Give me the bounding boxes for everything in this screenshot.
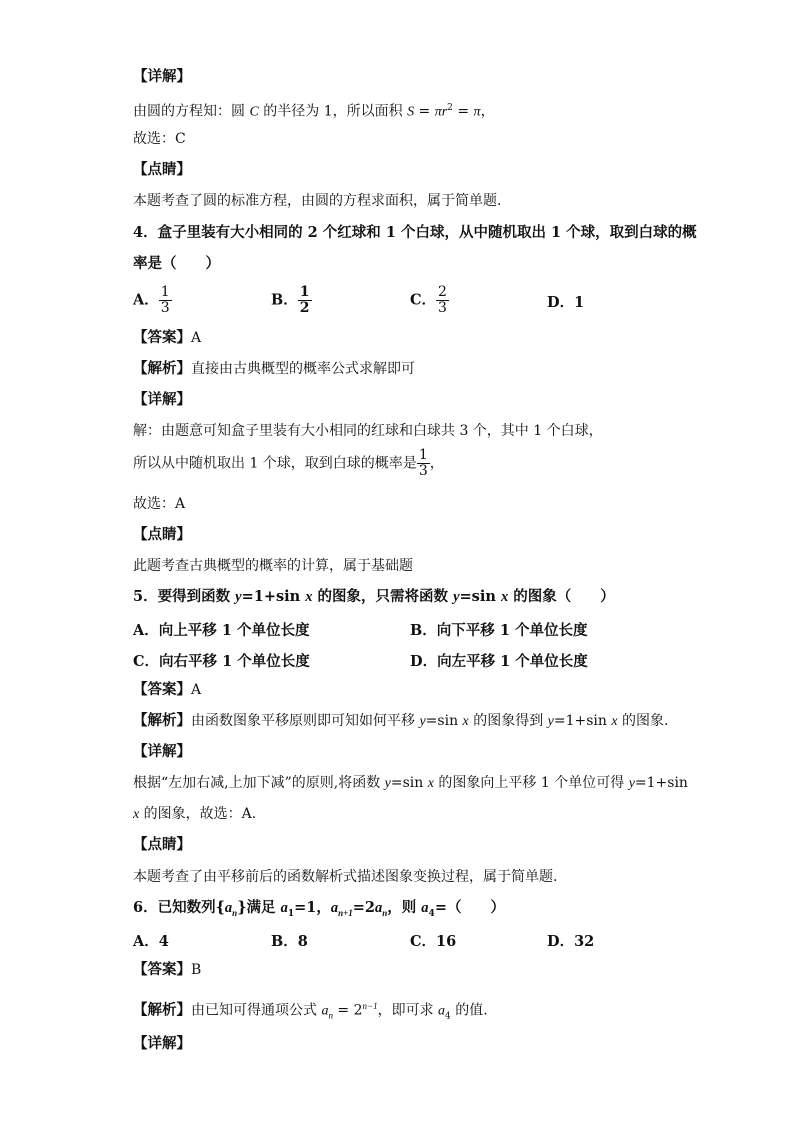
q6-detail-heading: 【详解】 <box>133 1035 191 1052</box>
q6-option-c: C．16 <box>410 933 457 950</box>
q5-detail-heading: 【详解】 <box>133 743 191 760</box>
q5-analysis: 【解析】由函数图象平移原则即可知如何平移 y=sin x 的图象得到 y=1+sin x 的图象. <box>133 712 669 729</box>
q5-option-b: B．向下平移 1 个单位长度 <box>410 622 588 639</box>
q6-option-a: A．4 <box>133 933 169 950</box>
q4-choose: 故选：A <box>133 496 186 512</box>
q6-answer: 【答案】B <box>133 961 202 978</box>
q5-option-c: C．向右平移 1 个单位长度 <box>133 653 310 670</box>
q5-comment: 本题考查了由平移前后的函数解析式描述图象变换过程，属于简单题. <box>133 869 558 885</box>
q6-option-b: B．8 <box>271 933 308 950</box>
q5-option-d: D．向左平移 1 个单位长度 <box>410 653 588 670</box>
q6-analysis: 【解析】由已知可得通项公式 $a_n = 2^{n-1}$，即可求 $a_4$ 的值. <box>133 1001 488 1022</box>
q4-answer: 【答案】A <box>133 329 202 346</box>
q4-comment: 此题考查古典概型的概率的计算，属于基础题 <box>133 558 413 574</box>
q4-option-b: B． $\frac{1}{2}$ <box>271 284 310 316</box>
q4-stem-line1: 4．盒子里装有大小相同的 2 个红球和 1 个白球，从中随机取出 1 个球，取到白球的概 <box>133 224 697 241</box>
q4-option-a: A． $\frac{1}{3}$ <box>133 284 170 316</box>
q3-choose: 故选：C <box>133 131 186 147</box>
q5-stem: 5．要得到函数 y=1+sin x 的图象，只需将函数 y=sin x 的图象（ ） <box>133 588 615 605</box>
q5-option-a: A．向上平移 1 个单位长度 <box>133 622 310 639</box>
q4-stem-line2: 率是（ ） <box>133 255 220 272</box>
q3-comment: 本题考查了圆的标准方程，由圆的方程求面积，属于简单题. <box>133 193 502 209</box>
q4-detail-line2: 所以从中随机取出 1 个球，取到白球的概率是 $\frac{1}{3}$ ， <box>133 447 444 479</box>
q4-analysis: 【解析】直接由古典概型的概率公式求解即可 <box>133 360 415 377</box>
q4-detail-line1: 解：由题意可知盒子里装有大小相同的红球和白球共 3 个，其中 1 个白球， <box>133 423 603 439</box>
q6-stem: 6．已知数列$\{a_n\}$满足 $a_1=1$，$a_{n+1}=2a_n$，则 $a_4=$（ ） <box>133 899 505 919</box>
q5-detail-line1: 根据“左加右减,上加下减”的原则,将函数 y=sin x 的图象向上平移 1 个单位可得 y=1+sin <box>133 775 688 791</box>
detail-heading: 【详解】 <box>133 68 191 85</box>
q5-detail-line2: x 的图象，故选：A. <box>133 806 257 822</box>
comment-heading: 【点睛】 <box>133 161 191 178</box>
q5-answer: 【答案】A <box>133 681 202 698</box>
q5-comment-heading: 【点睛】 <box>133 836 191 853</box>
q4-detail-heading: 【详解】 <box>133 391 191 408</box>
q4-option-d: D．1 <box>547 294 585 311</box>
q4-comment-heading: 【点睛】 <box>133 526 191 543</box>
q3-detail-line: 由圆的方程知：圆 C 的半径为 1，所以面积 $S = \pi r^2 = \pi$， <box>133 103 495 120</box>
q6-option-d: D．32 <box>547 933 595 950</box>
q4-option-c: C． $\frac{2}{3}$ <box>410 284 447 316</box>
